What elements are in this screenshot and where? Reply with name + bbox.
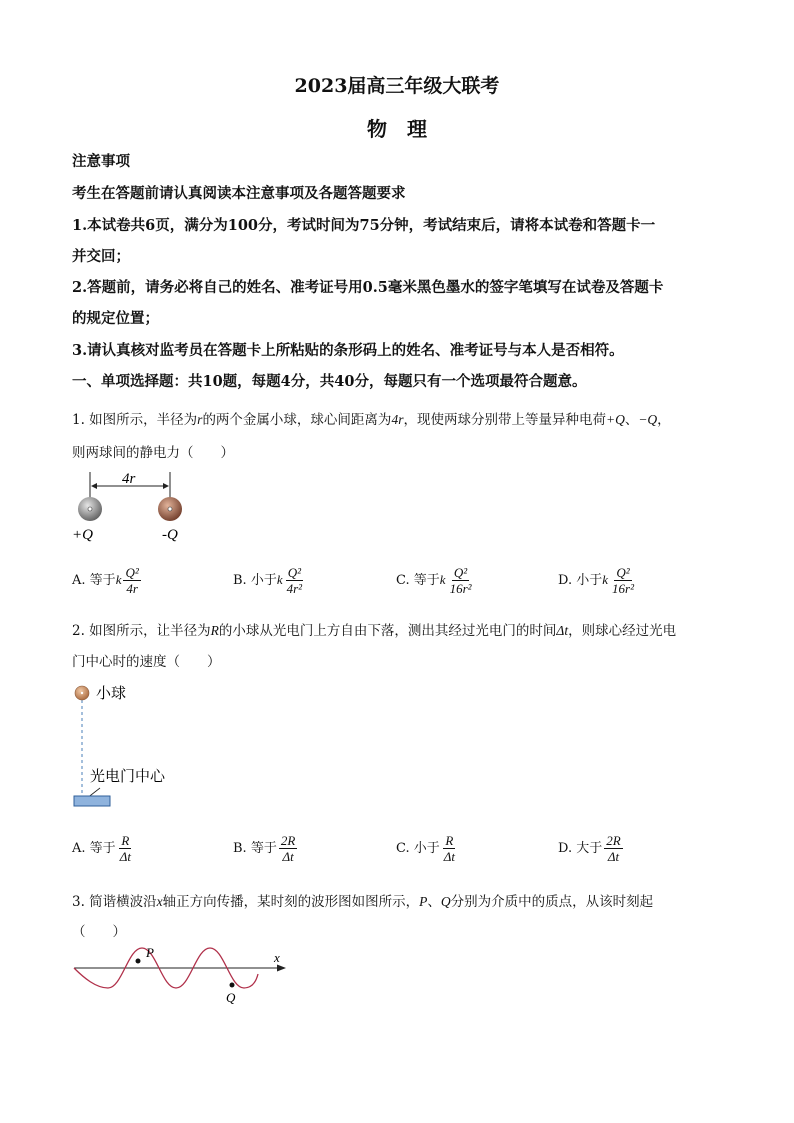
notes-line-1a: 1.本试卷共6页，满分为100分，考试时间为75分钟，考试结束后，请将本试卷和答题卡一 [72, 217, 656, 234]
q2-ball-center [81, 692, 83, 694]
q1-stem-line2: 则两球间的静电力（ ） [72, 445, 234, 461]
q1-right-charge: -Q [162, 527, 178, 543]
q3-point-q [230, 983, 235, 988]
q3-stem-line1: 3. 简谐横波沿x轴正方向传播，某时刻的波形图如图所示，P、Q分别为介质中的质点，从该时刻起 [72, 894, 654, 910]
q1-left-charge: +Q [72, 527, 93, 543]
q1-option-d[interactable]: D. 小于k $\frac{\text{Q²}}{\text{16r²}}$ [558, 565, 634, 596]
notes-line-0: 考生在答题前请认真阅读本注意事项及各题答题要求 [72, 185, 406, 202]
q1-arrow-right [163, 483, 169, 489]
q1-option-c[interactable]: C. 等于k $\frac{\text{Q²}}{\text{16r²}}$ [396, 565, 472, 596]
q1-arrow-left [91, 483, 97, 489]
notes-line-2a: 2.答题前，请务必将自己的姓名、准考证号用0.5毫米黑色墨水的签字笔填写在试卷及答题卡 [72, 279, 664, 296]
q1-figure [66, 466, 206, 548]
q1-left-center [88, 507, 92, 511]
q3-label-p: P [146, 945, 154, 960]
q1-stem-line1: 1. 如图所示，半径为r的两个金属小球，球心间距离为4r，现使两球分别带上等量异种电荷+Q、−Q， [72, 412, 671, 428]
q2-option-b[interactable]: B. 等于 $\frac{2R}{\Delta t}$ [233, 833, 296, 864]
q3-figure [68, 944, 294, 1006]
q3-stem-line2: （ ） [72, 924, 126, 940]
q1-right-center [168, 507, 172, 511]
q1-distance-label: 4r [122, 471, 136, 487]
q2-stem-line1: 2. 如图所示，让半径为R的小球从光电门上方自由下落，测出其经过光电门的时间Δt，则球心经过光电 [72, 623, 677, 639]
q2-figure [68, 680, 198, 812]
subject-title: 物 理 [367, 117, 427, 141]
q2-option-d[interactable]: D. 大于 $\frac{2R}{\Delta t}$ [558, 833, 621, 864]
notes-heading: 注意事项 [72, 153, 130, 170]
notes-line-1b: 并交回； [72, 248, 130, 265]
q2-photogate [74, 796, 110, 806]
q1-option-b[interactable]: B. 小于k $\frac{\text{Q²}}{\text{4r²}}$ [233, 565, 303, 596]
q2-ball-label: 小球 [96, 684, 127, 702]
section-heading: 一、单项选择题：共10题，每题4分，共40分，每题只有一个选项最符合题意。 [72, 373, 587, 390]
q3-label-q: Q [226, 990, 236, 1005]
notes-line-2b: 的规定位置； [72, 310, 159, 327]
q2-stem-line2: 门中心时的速度（ ） [72, 654, 221, 670]
q3-axis-label: x [274, 950, 280, 965]
q2-option-a[interactable]: A. 等于 $\frac{R}{\Delta t}$ [72, 833, 131, 864]
q2-option-c[interactable]: C. 小于 $\frac{R}{\Delta t}$ [396, 833, 456, 864]
q1-option-a[interactable]: A. 等于k $\frac{\text{Q²}}{4r}$ [72, 565, 139, 596]
notes-line-3: 3.请认真核对监考员在答题卡上所粘贴的条形码上的姓名、准考证号与本人是否相符。 [72, 342, 624, 359]
q2-gate-label: 光电门中心 [90, 767, 166, 785]
q3-point-p [136, 959, 141, 964]
q3-axis-arrow [277, 965, 286, 972]
exam-title: 2023届高三年级大联考 [294, 75, 500, 97]
